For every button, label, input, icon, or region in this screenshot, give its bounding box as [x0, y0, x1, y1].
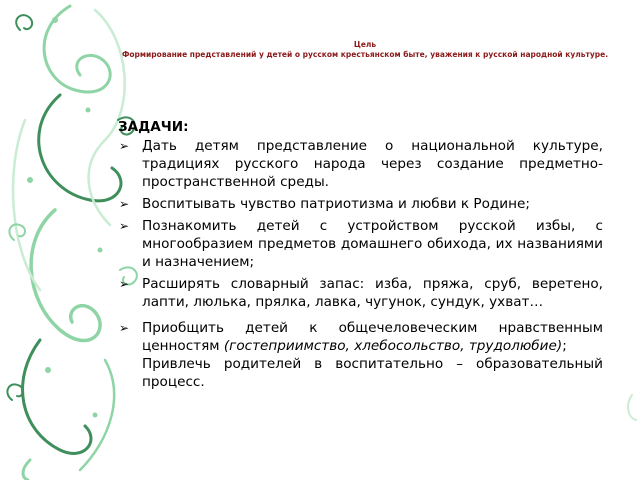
- task-list: [118, 137, 603, 391]
- task-item: [118, 195, 603, 213]
- task-item: [118, 217, 603, 271]
- tasks-section: [118, 118, 603, 395]
- goal-text: Формирование представлений у детей о русском крестьянском быте, уважения к русской народной культуре.: [121, 50, 609, 59]
- goal-label: Цель: [353, 40, 377, 49]
- bullet-arrow-icon: ➢: [119, 219, 130, 233]
- tasks-heading: ЗАДАЧИ:: [118, 119, 189, 135]
- task-last-line1: Приобщить детей к общечеловеческим нравственным ценностям: [142, 320, 603, 354]
- task-last-punct: ;: [562, 338, 567, 354]
- task-item-text: [142, 319, 603, 391]
- task-item-text: Познакомить детей с устройством русской избы, с многообразием предметов домашнего обихода, их названиями и назначением;: [142, 218, 603, 270]
- task-item-text: Дать детям представление о национальной культуре, традициях русского народа через создание предметно-пространственной среды.: [142, 138, 603, 190]
- task-item: [118, 137, 603, 191]
- task-item-text: Воспитывать чувство патриотизма и любви к Родине;: [142, 196, 530, 212]
- task-last-line2: Привлечь родителей в воспитательно – образовательный процесс.: [142, 356, 603, 390]
- task-last-italic: (гостеприимство, хлебосольство, трудолюбие): [223, 338, 563, 354]
- bullet-arrow-icon: ➢: [119, 321, 130, 335]
- bullet-arrow-icon: ➢: [119, 139, 130, 153]
- task-item-text: Расширять словарный запас: изба, пряжа, сруб, веретено, лапти, люлька, прялка, лавка, чугунок, сундук, ухват…: [142, 276, 603, 310]
- bullet-arrow-icon: ➢: [119, 197, 130, 211]
- goal-title-block: [120, 40, 610, 60]
- task-item: [118, 319, 603, 391]
- task-item: [118, 275, 603, 311]
- bullet-arrow-icon: ➢: [119, 277, 130, 291]
